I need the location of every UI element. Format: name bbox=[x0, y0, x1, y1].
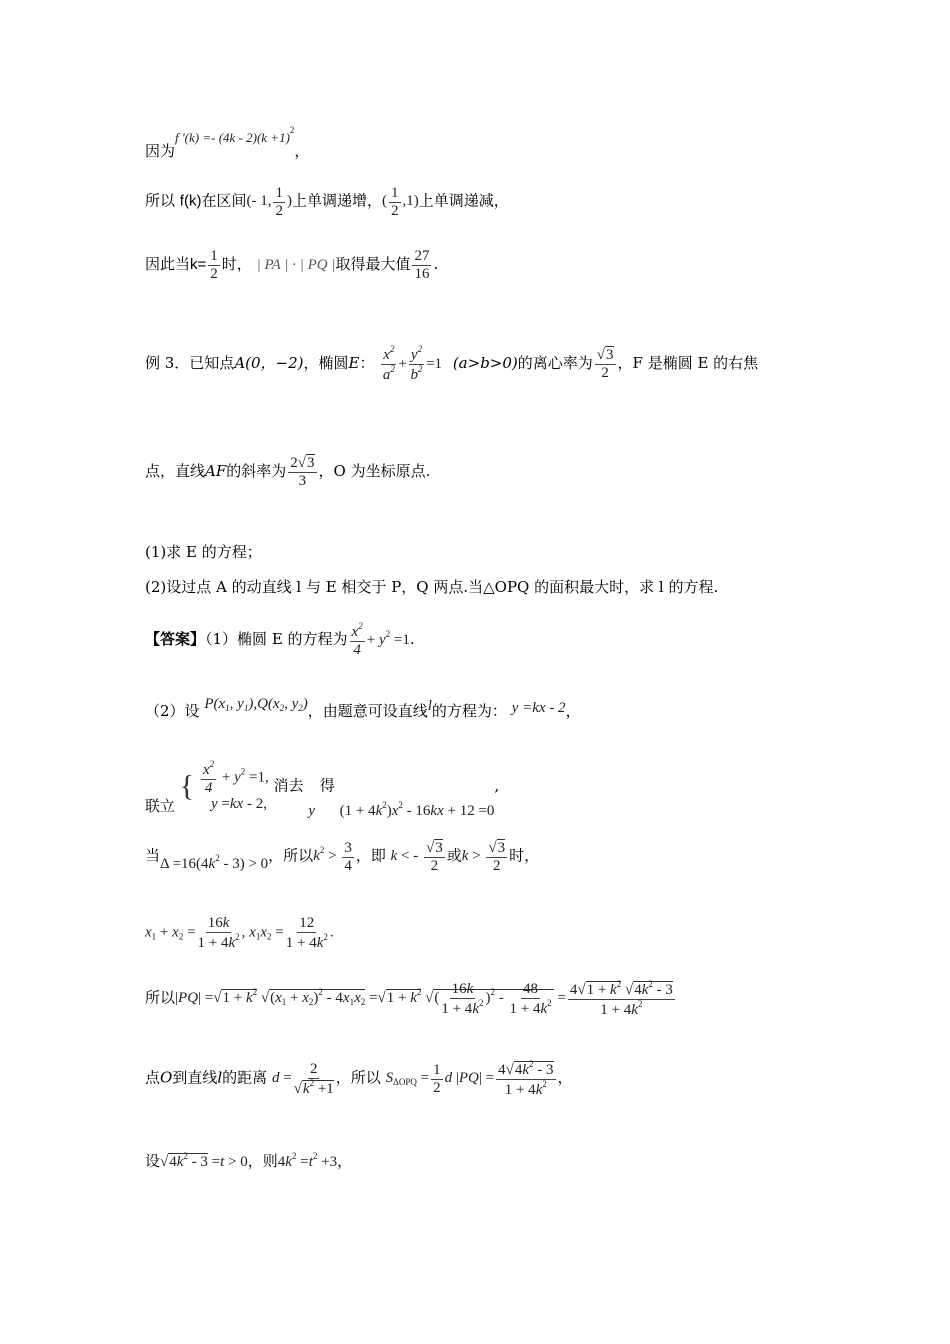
text-max: 取得最大值 bbox=[335, 255, 411, 273]
question-2: (2)设过点 A 的动直线 l 与 E 相交于 P，Q 两点.当△OPQ 的面积最大时，求 l 的方程. bbox=[145, 578, 719, 596]
frac-half: $\frac{1}{2}$ bbox=[210, 248, 218, 282]
text-eccentricity: 的离心率为 bbox=[517, 354, 593, 372]
derivative-formula: f '(k) =- (4k - 2)(k +1) bbox=[175, 130, 290, 145]
comma: ， bbox=[294, 142, 310, 160]
l-var: l bbox=[427, 698, 432, 714]
line-eq: y =kx - 2 bbox=[511, 700, 566, 716]
text-get: 得 bbox=[319, 776, 335, 795]
answer-line-delta: 当$\Delta =16(4k^2 - 3) > 0$，所以$k^2$ > $\frac{3}{4}$ ，即 k < - $\frac{√3}{2}$ 或k > $\frac{√3}{2}$ 时， bbox=[145, 840, 540, 874]
frac-max: $\frac{27}{16}$ bbox=[414, 248, 430, 282]
text-increasing: 上单调递增， bbox=[291, 191, 382, 210]
line-derivative bbox=[145, 125, 310, 160]
answer-line-2 bbox=[145, 696, 581, 721]
text-slope: 的斜率为 bbox=[226, 462, 287, 480]
frac-2sqrt3-3: $\frac{2√3}{3}$ bbox=[290, 455, 315, 489]
text-combine: 联立 bbox=[145, 796, 176, 815]
example-line-2 bbox=[145, 455, 430, 489]
comma: ， bbox=[565, 702, 581, 720]
line-max bbox=[145, 248, 438, 282]
text-then: ，则 bbox=[247, 1152, 278, 1170]
line-monotonic bbox=[145, 185, 509, 219]
interval-1: (- 1, $\frac{1}{2}$ ) bbox=[246, 185, 292, 219]
text-eliminate: 消去 bbox=[273, 776, 304, 795]
text-focus: ，F 是椭圆 E 的右焦 bbox=[617, 354, 759, 372]
comma: ， bbox=[557, 1068, 573, 1087]
text-when-end: 时， bbox=[509, 846, 540, 865]
text-ie: ，即 bbox=[355, 846, 386, 865]
answer-line-sub: 设$√4k^2 - 3 =t > 0$，则$4k^2 =t^2 +3$， bbox=[145, 1151, 353, 1170]
derivative-exponent: 2 bbox=[289, 125, 295, 135]
period: . bbox=[409, 630, 415, 648]
fk: f(k) bbox=[179, 192, 202, 210]
text-or: 或 bbox=[446, 846, 462, 865]
text-to-line: 到直线 bbox=[172, 1068, 218, 1087]
answer-line-1: 【答案】（1）椭圆 E 的方程为 $\frac{x^2}{4}$ + $y^2 =1$. bbox=[145, 621, 415, 658]
answer-line-distance: 点O到直线l的距离 d = $\frac{2}{√k^2 +1}$ ，所以 $S_{\Delta OPQ}$ = $\frac{1}{2}$ d |PQ| = $\frac{4√4k^2 - 3}{1 + 4k^2}$ ， bbox=[145, 1059, 573, 1098]
answer-line-system: 联立 { $\frac{x^2}{4}$ + $y^2 =1$, y =kx - 2, 消去 y 得 $(1 + 4k^2)x^2 - 16kx + 12 =0$, bbox=[145, 759, 500, 819]
answer-tag: 【答案】 bbox=[145, 630, 206, 648]
quad-eq: $(1 + 4k^2)x^2 - 16kx + 12 =0$ bbox=[339, 799, 495, 819]
example-label: 例 3．已知点 bbox=[145, 354, 235, 372]
text-equation: 的方程为： bbox=[431, 702, 507, 720]
text-distance: 的距离 bbox=[222, 1068, 268, 1087]
text-let: （2）设 bbox=[145, 702, 200, 720]
text-line-l: ，由题意可设直线 bbox=[307, 702, 428, 720]
e-name: E bbox=[348, 354, 360, 372]
text-when: 当 bbox=[145, 846, 161, 865]
text-origin: ，O 为坐标原点. bbox=[318, 462, 431, 480]
line-af: AF bbox=[205, 462, 227, 480]
frac-x2-a2: $\frac{x^2}{a^2}$ bbox=[382, 344, 395, 383]
frac-x2-4: $\frac{x^2}{4}$ bbox=[351, 621, 363, 658]
text-so: 所以 bbox=[145, 988, 176, 1007]
interval-2: ( $\frac{1}{2}$ ,1) bbox=[382, 185, 419, 219]
answer-line-pq: 所以$|PQ| =√1 + k^2$ $√(x_1 + x_2)^2 - 4x_1x_2 =√1 + k^2$ √( $\frac{16k}{1 + 4k^2}$ )$^2$ - $\frac{48}{1 + 4k^2}$ = $\frac{4√1 + k^2 √4k^2 - 3}{1 + 4k^2}$ bbox=[145, 979, 673, 1018]
pa-pq: | PA | · | PQ | bbox=[256, 257, 336, 273]
answer-line-vieta: $x_1 + x_2$ = $\frac{16k}{1 + 4k^2}$ , $x_1x_2$ = $\frac{12}{1 + 4k^2}$ . bbox=[145, 915, 334, 951]
text-therefore: 因此当 bbox=[145, 255, 191, 273]
frac-y2-b2: $\frac{y^2}{b^2}$ bbox=[410, 344, 423, 383]
answer-part1: （1）椭圆 E 的方程为 bbox=[205, 630, 348, 648]
points-pq: $P(x_1$, $y_1),Q(x_2$, $y_2$) bbox=[204, 696, 308, 713]
text-point: 点 bbox=[145, 1068, 161, 1087]
frac-sqrt3-2: $\frac{√3}{2}$ bbox=[596, 347, 614, 381]
comma: ， bbox=[337, 1152, 353, 1170]
text-when: 时， bbox=[221, 255, 252, 273]
text-point-line: 点，直线 bbox=[145, 462, 206, 480]
text-set: 设 bbox=[145, 1152, 161, 1170]
question-1: (1)求 E 的方程； bbox=[145, 543, 262, 561]
text-so: ，所以 bbox=[268, 846, 314, 865]
k-eq: k= bbox=[190, 256, 207, 273]
text-so: ，所以 bbox=[335, 1068, 381, 1087]
text-because: 因为 bbox=[145, 142, 176, 160]
period: . bbox=[433, 255, 439, 273]
text-decreasing: 上单调递减， bbox=[418, 191, 509, 210]
text-interval: 在区间 bbox=[201, 191, 247, 210]
text-so: 所以 bbox=[145, 191, 176, 210]
condition: (a>b>0) bbox=[452, 354, 518, 372]
point-a: A(0，−2) bbox=[234, 354, 304, 372]
text-ellipse: ，椭圆 bbox=[303, 354, 349, 372]
example-line-1: 例 3．已知点A(0，−2)，椭圆E： $\frac{x^2}{a^2}$ + $\frac{y^2}{b^2}$ =1 (a>b>0)的离心率为 $\frac{√3}{2}$ ，F 是椭圆 E 的右焦 bbox=[145, 344, 759, 383]
